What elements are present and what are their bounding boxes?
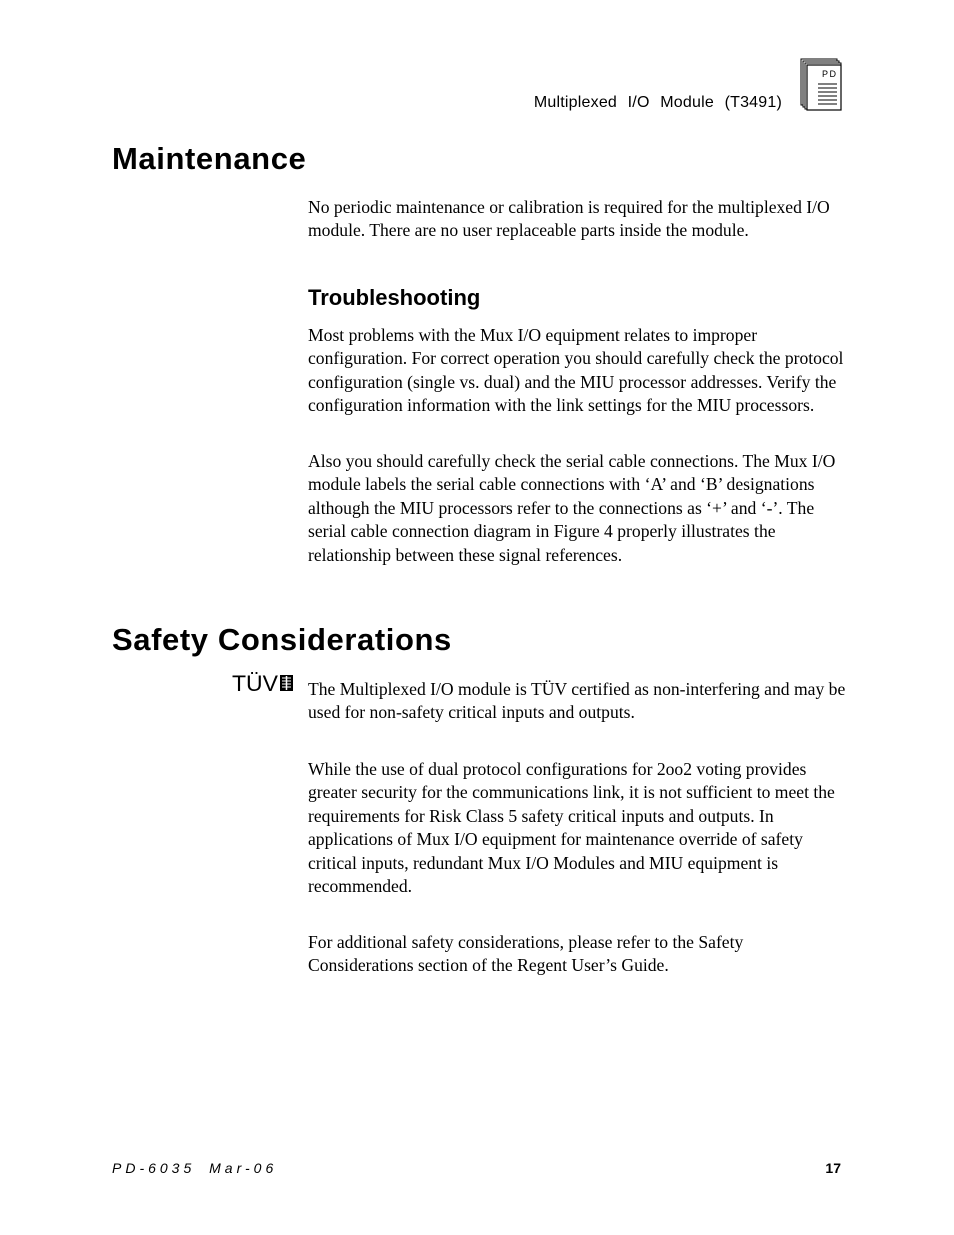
safety-paragraph-3: For additional safety considerations, please refer to the Safety Considerations section of the Regent User’s Guide. [308, 932, 744, 976]
maintenance-paragraph: No periodic maintenance or calibration is required for the multiplexed I/O module. There are no user replaceable parts inside the module. [308, 197, 830, 241]
pd-icon-text: PD [822, 69, 838, 79]
troubleshooting-paragraph-1: Most problems with the Mux I/O equipment relates to improper configuration. For correct operation you should carefully check the protocol configuration (single vs. dual) and the MIU processor addresses. Verify the configuration information with the link settings for the MIU processors. [308, 325, 844, 416]
safety-heading: Safety Considerations [112, 622, 452, 657]
footer-doc-id: PD-6035 Mar-06 [112, 1160, 278, 1176]
safety-paragraph-1: The Multiplexed I/O module is TÜV certified as non-interfering and may be used for non-safety critical inputs and outputs. [308, 679, 846, 723]
running-header: Multiplexed I/O Module (T3491) [533, 94, 782, 111]
troubleshooting-heading: Troubleshooting [308, 285, 481, 310]
maintenance-heading: Maintenance [112, 141, 307, 176]
footer-page-number: 17 [825, 1160, 841, 1176]
safety-paragraph-2: While the use of dual protocol configurations for 2oo2 voting provides greater security for the communications link, it is not sufficient to meet the requirements for Risk Class 5 safety critical inputs and outputs. In applications of Mux I/O equipment for maintenance override of safety critical inputs, redundant Mux I/O Modules and MIU equipment is recommended. [308, 759, 835, 897]
tuv-label: TÜV [232, 672, 279, 694]
tuv-certification-icon [232, 672, 296, 694]
troubleshooting-paragraph-2: Also you should carefully check the serial cable connections. The Mux I/O module labels the serial cable connections with ‘A’ and ‘B’ designations although the MIU processors refer to the connections as ‘+’ and ‘-’. The serial cable connection diagram in Figure 4 properly illustrates the relationship between these signal references. [308, 451, 836, 565]
pd-document-stack-icon [800, 58, 842, 112]
